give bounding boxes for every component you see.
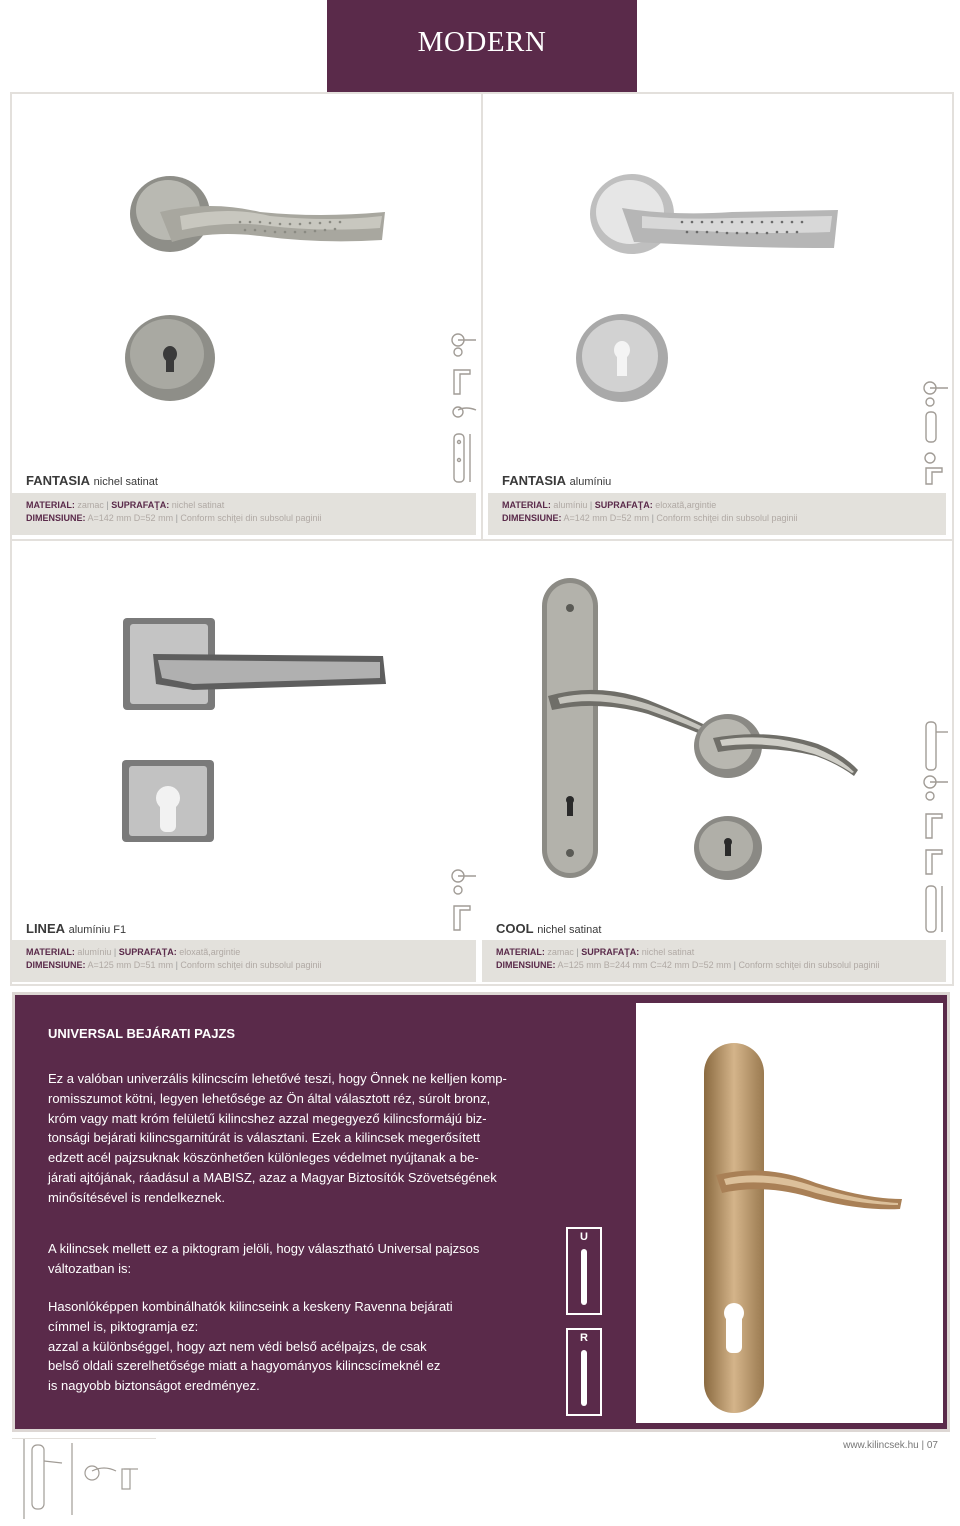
product-name: FANTASIA (26, 473, 91, 488)
product-spec: MATERIAL: zamac | SUPRAFAŢA: nichel satinat DIMENSIUNE: A=125 mm B=244 mm C=42 mm D=52 mm | Conform schiţei din subsolul paginii (482, 940, 946, 982)
universal-paragraph-2: A kilincsek mellett ez a piktogram jelöli, hogy választható Universal pajzsos változatban is: (48, 1241, 480, 1276)
product-image-cool (538, 578, 868, 888)
bronze-handle-image (636, 1003, 943, 1423)
dimension-note: Conform schiţei din subsolul paginii (180, 960, 322, 970)
product-name: LINEA (26, 921, 65, 936)
dimension-pictogram-fantasia-aluminiu (918, 378, 950, 488)
footer-url (843, 1440, 938, 1451)
universal-paragraph-1: Ez a valóban univerzális kilincscím lehetővé teszi, hogy Önnek ne kelljen komp- romisszumot kötni, legyen lehetősége az Ön által választott réz, súrolt bronz, króm vagy matt króm felületű kilincshez azzal megegyező kilincsformájú biz- tonsági bejárati kilincsgarnitúrát is választani. Ezek a kilincsek megerősített edzett acél pajzsuknak köszönhetően különleges védelmet nyújtanak a be- járati ajtójának, ráadásul a MABISZ, azaz a Magyar Biztosítók Szövetségének minősítésével is rendelkeznek. (48, 1071, 507, 1205)
dimension-value: A=125 mm B=244 mm C=42 mm D=52 mm (557, 960, 732, 970)
grid-divider-vertical (481, 92, 483, 539)
material-value: zamac (547, 947, 574, 957)
product-spec: MATERIAL: alumíniu | SUPRAFAŢA: eloxatã,argintie DIMENSIUNE: A=142 mm D=52 mm | Conform schiţei din subsolul paginii (488, 493, 946, 535)
dimension-value: A=142 mm D=52 mm (563, 513, 650, 523)
universal-panel (12, 992, 950, 1432)
dimension-note: Conform schiţei din subsolul paginii (180, 513, 322, 523)
dimension-label: DIMENSIUNE: (496, 960, 556, 970)
material-value: zamac (77, 500, 104, 510)
product-title (26, 921, 126, 936)
universal-pictogram (566, 1227, 602, 1315)
surface-label: SUPRAFAŢA: (111, 500, 170, 510)
material-label: MATERIAL: (496, 947, 545, 957)
dimension-value: A=142 mm D=52 mm (87, 513, 174, 523)
dimension-note: Conform schiţei din subsolul paginii (738, 960, 880, 970)
product-name: FANTASIA (502, 473, 567, 488)
ravenna-pictogram (566, 1328, 602, 1416)
product-title (26, 473, 158, 488)
surface-value: eloxatã,argintie (179, 947, 241, 957)
universal-pictogram-letter: U (580, 1231, 588, 1243)
page-title: MODERN (417, 26, 547, 58)
universal-heading: UNIVERSAL BEJÁRATI PAJZS (48, 1026, 236, 1041)
surface-label: SUPRAFAŢA: (581, 947, 640, 957)
dimension-pictogram-cool (918, 718, 950, 936)
product-name: COOL (496, 921, 534, 936)
product-spec: MATERIAL: alumíniu | SUPRAFAŢA: eloxatã,argintie DIMENSIUNE: A=125 mm D=51 mm | Conform schiţei din subsolul paginii (12, 940, 476, 982)
dimension-pictogram-fantasia-nichel (446, 330, 478, 486)
dimension-note: Conform schiţei din subsolul paginii (656, 513, 798, 523)
surface-value: nichel satinat (641, 947, 695, 957)
universal-paragraph-3: Hasonlóképpen kombinálhatók kilincseink a keskeny Ravenna bejárati címmel is, piktogramja ez: azzal a különbséggel, hogy azt nem védi belső acélpajzs, de csak belső oldali szerelhetősége miatt a hagyományos kilincscímeknél ez is nagyobb biztonságot eredményez. (48, 1299, 453, 1394)
product-image-fantasia-aluminiu (572, 172, 842, 402)
product-title (502, 473, 611, 488)
product-variant: nichel satinat (537, 924, 602, 936)
material-value: alumíniu (77, 947, 112, 957)
shield-shape (581, 1249, 587, 1305)
material-label: MATERIAL: (26, 947, 75, 957)
product-title (496, 921, 601, 936)
material-value: alumíniu (553, 500, 588, 510)
grid-divider-horizontal (10, 539, 954, 541)
surface-label: SUPRAFAŢA: (594, 500, 653, 510)
surface-value: eloxatã,argintie (655, 500, 717, 510)
product-photo-universal (636, 1003, 943, 1423)
product-variant: nichel satinat (93, 476, 158, 488)
header-bar (327, 0, 637, 92)
material-label: MATERIAL: (26, 500, 75, 510)
product-image-linea (118, 614, 393, 844)
dimension-diagram (12, 1439, 156, 1521)
dimension-pictogram-linea (446, 866, 478, 936)
product-variant: alumíniu F1 (68, 924, 127, 936)
website-link[interactable]: www.kilincsek.hu (843, 1440, 919, 1451)
product-image-fantasia-nichel (120, 172, 390, 402)
dimension-value: A=125 mm D=51 mm (87, 960, 174, 970)
surface-value: nichel satinat (171, 500, 225, 510)
shield-shape (581, 1350, 587, 1406)
ravenna-pictogram-letter: R (580, 1332, 588, 1344)
dimension-label: DIMENSIUNE: (26, 513, 86, 523)
surface-label: SUPRAFAŢA: (118, 947, 177, 957)
footer-diagram (12, 1438, 156, 1520)
product-spec: MATERIAL: zamac | SUPRAFAŢA: nichel satinat DIMENSIUNE: A=142 mm D=52 mm | Conform schiţei din subsolul paginii (12, 493, 476, 535)
product-variant: alumíniu (569, 476, 612, 488)
page-number: 07 (926, 1440, 938, 1451)
material-label: MATERIAL: (502, 500, 551, 510)
footer-separator: | (921, 1440, 925, 1451)
dimension-label: DIMENSIUNE: (502, 513, 562, 523)
dimension-label: DIMENSIUNE: (26, 960, 86, 970)
